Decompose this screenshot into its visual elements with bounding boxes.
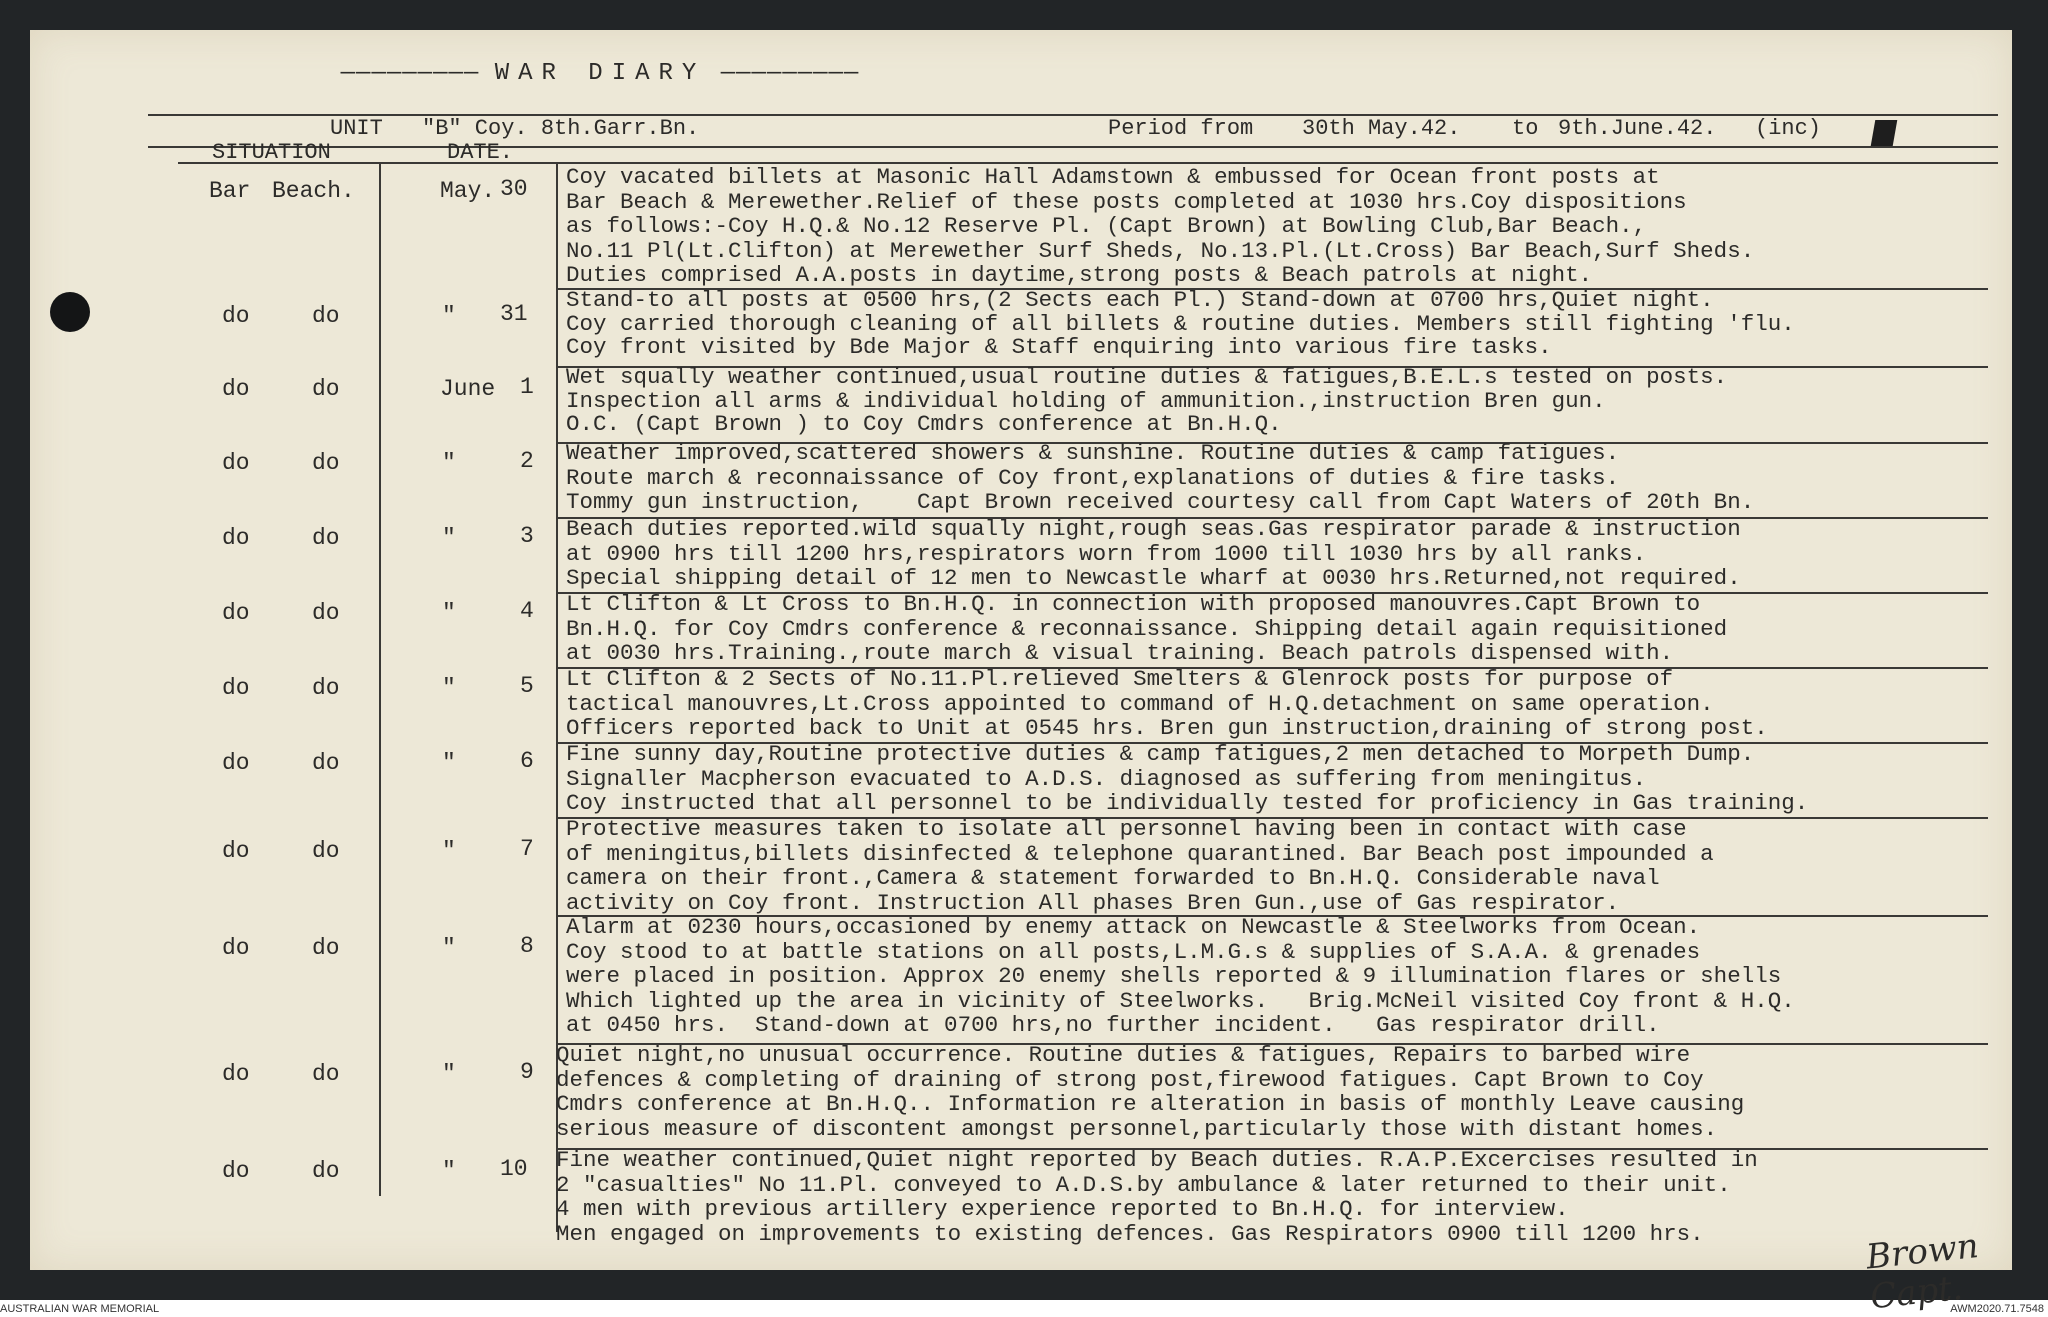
column-header-situation: SITUATION — [212, 140, 331, 165]
entry-text-line: activity on Coy front. Instruction All phases Bren Gun.,use of Gas respirator. — [566, 889, 1620, 916]
period-inc: (inc) — [1755, 116, 1822, 141]
date-day: 31 — [500, 301, 528, 327]
date-month: " — [442, 675, 456, 701]
situation-cell: do — [312, 525, 340, 551]
entry-text-line: Wet squally weather continued,usual routine duties & fatigues,B.E.L.s tested on posts. — [566, 364, 1728, 390]
situation-cell: do — [222, 525, 250, 551]
situation-column-rule — [379, 162, 381, 1196]
date-day: 6 — [520, 748, 534, 774]
entry-text-line: Inspection all arms & individual holding of ammunition.,instruction Bren gun. — [566, 387, 1606, 414]
situation-cell: do — [222, 600, 250, 626]
unit-label: UNIT — [330, 116, 383, 141]
entry-text-line: Bn.H.Q. for Coy Cmdrs conference & reconnaissance. Shipping detail again requisitioned — [566, 615, 1728, 642]
date-day: 3 — [520, 523, 534, 549]
date-day: 7 — [520, 836, 534, 862]
entry-text-line: Lt Clifton & 2 Sects of No.11.Pl.relieved Smelters & Glenrock posts for purpose of — [566, 666, 1674, 692]
date-month: " — [442, 1061, 456, 1087]
situation-cell: do — [222, 1061, 250, 1087]
column-header-date: DATE. — [447, 140, 514, 165]
entry-text-line: No.11 Pl(Lt.Clifton) at Merewether Surf Sheds, No.13.Pl.(Lt.Cross) Bar Beach,Surf Sheds. — [566, 237, 1755, 264]
situation-cell: do — [312, 750, 340, 776]
period-to-label: to — [1512, 116, 1539, 141]
situation-cell: do — [222, 935, 250, 961]
date-day: 30 — [500, 176, 528, 202]
entry-text-line: 2 "casualties" No 11.Pl. conveyed to A.D.S.by ambulance & later returned to their unit. — [556, 1171, 1731, 1198]
date-month: May. — [440, 178, 496, 204]
entry-text-line: Bar Beach & Merewether.Relief of these posts completed at 1030 hrs.Coy dispositions — [566, 188, 1687, 215]
entry-text-line: Fine weather continued,Quiet night reported by Beach duties. R.A.P.Excercises resulted in — [556, 1147, 1758, 1173]
entry-text-line: Men engaged on improvements to existing defences. Gas Respirators 0900 till 1200 hrs. — [556, 1220, 1704, 1247]
date-month: " — [442, 600, 456, 626]
punch-hole — [50, 292, 90, 332]
situation-cell: do — [312, 675, 340, 701]
date-day: 4 — [520, 598, 534, 624]
footer-catalogue-id: AWM2020.71.7548 — [1950, 1303, 2044, 1315]
footer-institution: AUSTRALIAN WAR MEMORIAL — [0, 1303, 160, 1315]
situation-cell: do — [312, 303, 340, 329]
date-month: " — [442, 750, 456, 776]
entry-text-line: 4 men with previous artillery experience reported to Bn.H.Q. for interview. — [556, 1196, 1569, 1222]
date-day: 5 — [520, 673, 534, 699]
entry-text-line: Weather improved,scattered showers & sunshine. Routine duties & camp fatigues. — [566, 440, 1620, 466]
situation-cell: Bar — [209, 178, 251, 204]
situation-cell: do — [312, 600, 340, 626]
entry-text-line: serious measure of discontent amongst personnel,particularly those with distant homes. — [556, 1115, 1718, 1142]
date-day: 2 — [520, 448, 534, 474]
entry-text-line: Tommy gun instruction, Capt Brown received courtesy call from Capt Waters of 20th Bn. — [566, 489, 1755, 515]
entry-text-line: Officers reported back to Unit at 0545 hrs. Bren gun instruction,draining of strong post. — [566, 715, 1768, 741]
situation-cell: do — [312, 376, 340, 402]
entry-text-line: were placed in position. Approx 20 enemy shells reported & 9 illumination flares or shells — [566, 963, 1782, 989]
date-month: " — [442, 525, 456, 551]
entry-text-line: as follows:-Coy H.Q.& No.12 Reserve Pl. (Capt Brown) at Bowling Club,Bar Beach., — [566, 213, 1647, 239]
date-day: 1 — [520, 374, 534, 400]
entry-text-line: tactical manouvres,Lt.Cross appointed to command of H.Q.detachment on same operation. — [566, 690, 1714, 717]
period-to: 9th.June.42. — [1558, 116, 1717, 141]
date-day: 10 — [500, 1156, 528, 1182]
diary-title: ————————— WAR DIARY ————————— — [340, 60, 860, 87]
entry-text-line: Coy instructed that all personnel to be individually tested for proficiency in Gas training. — [566, 790, 1809, 816]
situation-cell: do — [312, 450, 340, 476]
situation-cell: do — [222, 675, 250, 701]
entry-text-line: Cmdrs conference at Bn.H.Q.. Information re alteration in basis of monthly Leave causing — [556, 1091, 1745, 1117]
date-month: " — [442, 303, 456, 329]
date-month: " — [442, 1158, 456, 1184]
date-day: 9 — [520, 1059, 534, 1085]
date-month: June — [440, 376, 496, 402]
entry-text-line: Protective measures taken to isolate all personnel having been in contact with case — [566, 816, 1687, 842]
period-from: 30th May.42. — [1302, 116, 1461, 141]
situation-cell: do — [312, 935, 340, 961]
ink-mark — [1871, 120, 1898, 146]
entry-text-line: Alarm at 0230 hours,occasioned by enemy attack on Newcastle & Steelworks from Ocean. — [566, 914, 1701, 940]
entry-text-line: Coy stood to at battle stations on all posts,L.M.G.s & supplies of S.A.A. & grenades — [566, 938, 1701, 965]
entry-text-line: Which lighted up the area in vicinity of Steelworks. Brig.McNeil visited Coy front & H.Q. — [566, 987, 1795, 1014]
unit-name: "B" Coy. 8th.Garr.Bn. — [422, 116, 700, 141]
entry-text-line: at 0450 hrs. Stand-down at 0700 hrs,no further incident. Gas respirator drill. — [566, 1012, 1660, 1038]
entry-text-line: camera on their front.,Camera & statement forwarded to Bn.H.Q. Considerable naval — [566, 865, 1660, 891]
entry-text-line: Route march & reconnaissance of Coy front,explanations of duties & fire tasks. — [566, 464, 1620, 491]
entry-text-line: Coy vacated billets at Masonic Hall Adamstown & embussed for Ocean front posts at — [566, 164, 1660, 190]
situation-cell: do — [312, 838, 340, 864]
entry-text-line: Signaller Macpherson evacuated to A.D.S. diagnosed as suffering from meningitus. — [566, 765, 1647, 792]
entry-text-line: at 0030 hrs.Training.,route march & visual training. Beach patrols dispensed with. — [566, 640, 1674, 666]
entry-text-line: at 0900 hrs till 1200 hrs,respirators worn from 1000 till 1030 hrs by all ranks. — [566, 540, 1647, 567]
entry-text-line: Coy carried thorough cleaning of all billets & routine duties. Members still fighting 'flu. — [566, 310, 1795, 337]
situation-cell: do — [312, 1158, 340, 1184]
entry-text-line: Duties comprised A.A.posts in daytime,strong posts & Beach patrols at night. — [566, 262, 1593, 288]
diary-title-text: WAR DIARY — [494, 60, 706, 87]
entry-text-line: of meningitus,billets disinfected & telephone quarantined. Bar Beach post impounded a — [566, 840, 1714, 867]
date-month: " — [442, 935, 456, 961]
entry-text-line: defences & completing of draining of strong post,firewood fatigues. Capt Brown to Coy — [556, 1066, 1704, 1093]
officer-signature: Brown Capt. — [1864, 1225, 1981, 1317]
period-label: Period from — [1108, 116, 1254, 141]
entry-text-line: Lt Clifton & Lt Cross to Bn.H.Q. in connection with proposed manouvres.Capt Brown to — [566, 591, 1701, 617]
date-month: " — [442, 838, 456, 864]
header-rule-mid — [148, 146, 1998, 148]
situation-cell: Beach. — [272, 178, 355, 204]
situation-cell: do — [222, 303, 250, 329]
entry-text-line: Fine sunny day,Routine protective duties & camp fatigues,2 men detached to Morpeth Dump. — [566, 741, 1755, 767]
entry-text-line: Quiet night,no unusual occurrence. Routine duties & fatigues, Repairs to barbed wire — [556, 1042, 1691, 1068]
situation-cell: do — [222, 750, 250, 776]
entry-text-line: Beach duties reported.wild squally night,rough seas.Gas respirator parade & instruction — [566, 516, 1741, 542]
situation-cell: do — [312, 1061, 340, 1087]
situation-cell: do — [222, 838, 250, 864]
date-day: 8 — [520, 933, 534, 959]
entry-text-line: Coy front visited by Bde Major & Staff enquiring into various fire tasks. — [566, 334, 1552, 360]
entry-text-line: O.C. (Capt Brown ) to Coy Cmdrs conference at Bn.H.Q. — [566, 411, 1282, 437]
date-month: " — [442, 450, 456, 476]
entry-text-line: Special shipping detail of 12 men to Newcastle wharf at 0030 hrs.Returned,not required. — [566, 565, 1741, 591]
entry-text-line: Stand-to all posts at 0500 hrs,(2 Sects each Pl.) Stand-down at 0700 hrs,Quiet night. — [566, 287, 1714, 313]
situation-cell: do — [222, 1158, 250, 1184]
situation-cell: do — [222, 376, 250, 402]
situation-cell: do — [222, 450, 250, 476]
